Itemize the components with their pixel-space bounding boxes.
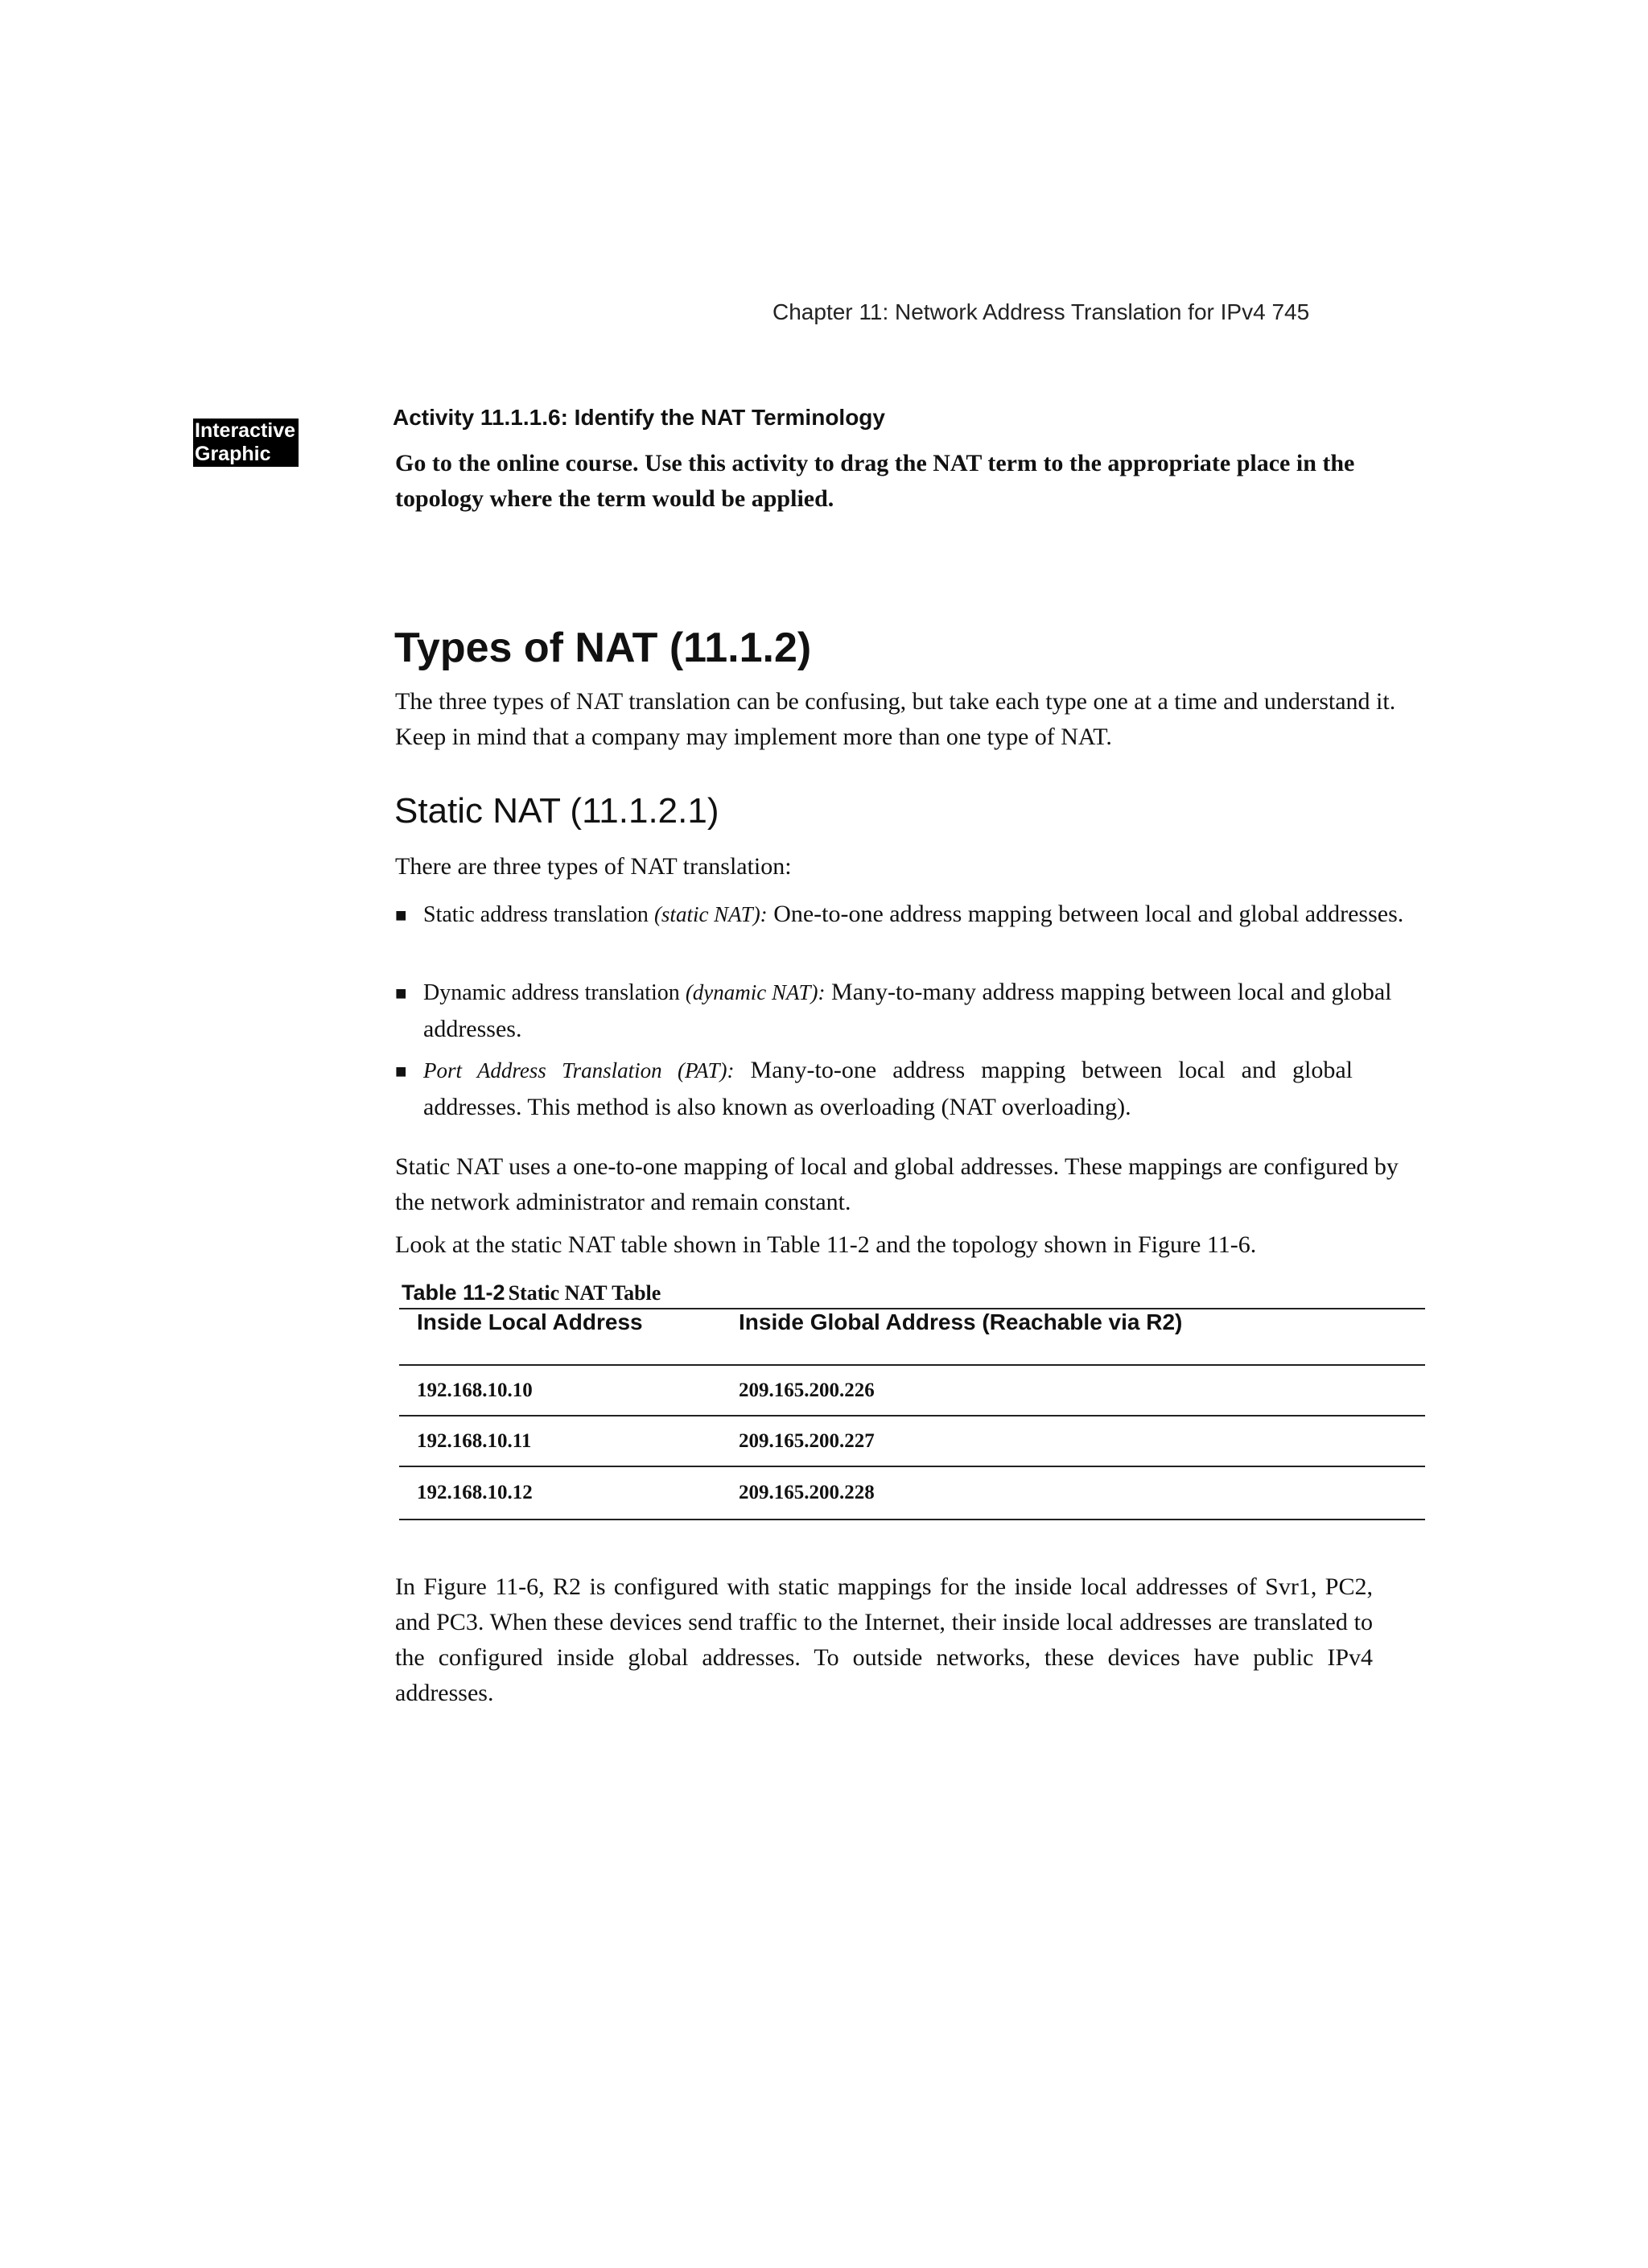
static-nat-description: Static NAT uses a one-to-one mapping of local and global addresses. These mappings are configured by the network administrator and remain constant. (395, 1153, 1399, 1215)
table-header-row (399, 1309, 1425, 1365)
activity-title: Activity 11.1.1.6: Identify the NAT Terminology (393, 405, 885, 430)
static-nat-table (399, 1308, 1425, 1520)
section-intro: The three types of NAT translation can be confusing, but take each type one at a time and understand it. Keep in mind that a company may implement more than one type of NAT. (395, 688, 1396, 750)
column-header-inside-local: Inside Local Address (399, 1309, 721, 1365)
table-title: Static NAT Table (508, 1281, 661, 1305)
running-header: Chapter 11: Network Address Translation for IPv4 745 (772, 299, 1310, 324)
bullet-dynamic-nat: ■ Dynamic address translation (dynamic NAT): Many-to-many address mapping between local and global addresses. (395, 975, 1437, 1047)
table-row (399, 1365, 1425, 1416)
bullet-square-icon: ■ (395, 1062, 407, 1082)
types-intro: There are three types of NAT translation: (395, 853, 792, 880)
bullet-square-icon: ■ (395, 983, 407, 1004)
subsection-heading: Static NAT (11.1.2.1) (394, 791, 719, 831)
bullet-pat: ■ Port Address Translation (PAT): Many-to-one address mapping between local and global addresses. This method is also known as overloading (NAT overloading). (395, 1053, 1353, 1125)
inside-local-cell: 192.168.10.11 (399, 1416, 721, 1466)
inside-local-cell: 192.168.10.10 (399, 1365, 721, 1416)
closing-paragraph: In Figure 11-6, R2 is configured with static mappings for the inside local addresses of Svr1, PC2, and PC3. When these devices send traffic to the Internet, their inside local addresses are translated to the configured inside global addresses. To outside networks, these devices have public IPv4 addresses. (395, 1573, 1373, 1706)
table-number: Table 11-2 (402, 1280, 505, 1305)
column-header-inside-global: Inside Global Address (Reachable via R2) (721, 1309, 1425, 1365)
badge-line-1: Interactive (195, 419, 296, 442)
table-row (399, 1416, 1425, 1466)
table-row (399, 1466, 1425, 1520)
activity-instructions: Go to the online course. Use this activity to drag the NAT term to the appropriate place in the topology where the term would be applied. (395, 450, 1355, 512)
inside-local-cell: 192.168.10.12 (399, 1466, 721, 1520)
inside-global-cell: 209.165.200.227 (721, 1416, 1425, 1466)
badge-line-2: Graphic (195, 443, 271, 465)
table-reference-text: Look at the static NAT table shown in Table 11-2 and the topology shown in Figure 11-6. (395, 1231, 1257, 1258)
inside-global-cell: 209.165.200.226 (721, 1365, 1425, 1416)
bullet-square-icon: ■ (395, 905, 407, 926)
bullet-static-nat: ■ Static address translation (static NAT): One-to-one address mapping between local and global addresses. (395, 897, 1437, 934)
table-caption (402, 1280, 661, 1305)
interactive-graphic-badge (193, 419, 299, 467)
section-heading: Types of NAT (11.1.2) (394, 625, 812, 671)
inside-global-cell: 209.165.200.228 (721, 1466, 1425, 1520)
